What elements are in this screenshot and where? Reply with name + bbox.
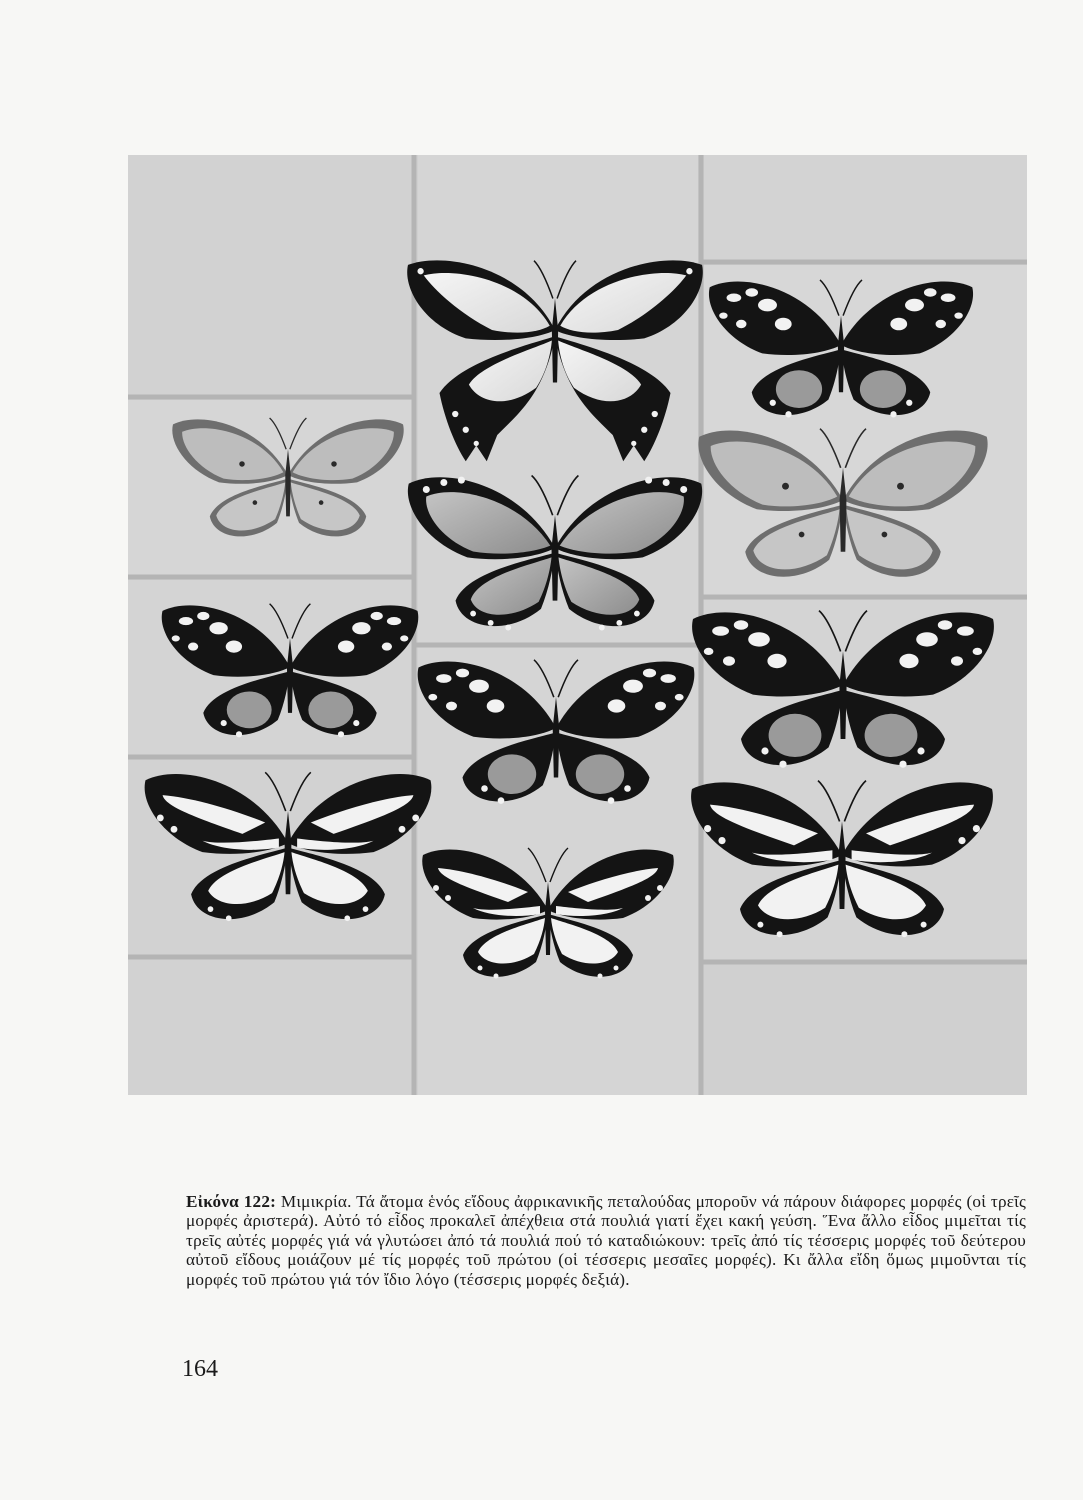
butterfly-plate-svg bbox=[128, 155, 1027, 1095]
figure-caption bbox=[186, 1192, 1026, 1289]
figure-caption-text: Μιμικρία. Τά ἄτομα ἑνός εἴδους ἀφρικανικῆς πεταλούδας μποροῦν νά πάρουν διάφορες μορφές (οἱ τρεῖς μορφές ἀριστερά). Αὐτό τό εἶδος προκαλεῖ ἀπέχθεια στά πουλιά γιατί ἔχει κακή γεύση. Ἕνα ἄλλο εἶδος μιμεῖται τίς τρεῖς αὐτές μορφές γιά νά γλυτώσει ἀπό τά πουλιά πού τό καταδιώκουν: τρεῖς ἀπό τίς τέσσερις μορφές τοῦ δεύτερου αὐτοῦ εἴδους μοιάζουν μέ τίς μορφές τοῦ πρώτου (οἱ τέσσερις μεσαῖες μορφές). Κι ἄλλα εἴδη ὅμως μιμοῦνται τίς μορφές τοῦ πρώτου γιά τόν ἴδιο λόγο (τέσσερις μορφές δεξιά). bbox=[186, 1192, 1026, 1289]
figure-label: Εἰκόνα 122: bbox=[186, 1192, 277, 1211]
butterfly-plate-image bbox=[128, 155, 1027, 1095]
page-number: 164 bbox=[182, 1356, 218, 1382]
